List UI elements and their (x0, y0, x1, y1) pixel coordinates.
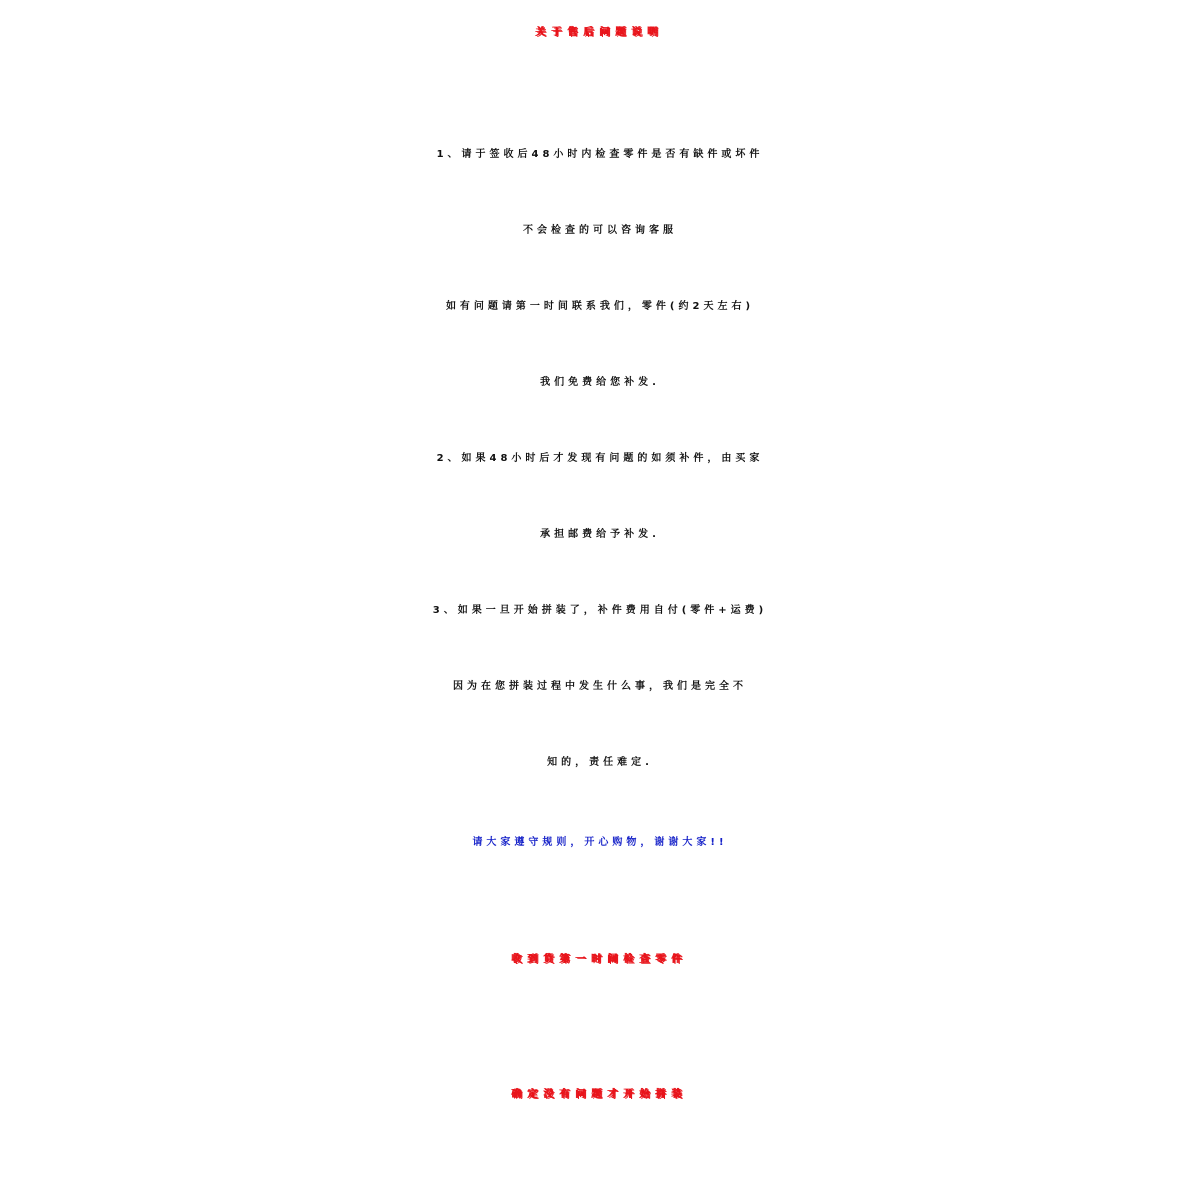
reminder-line: 收到货第一时间检查零件 (512, 954, 688, 965)
notice-line: 承担邮费给予补发. (540, 529, 660, 540)
notice-line: 知的，责任难定. (547, 757, 653, 768)
notice-line: 如有问题请第一时间联系我们，零件(约2天左右) (445, 301, 755, 312)
notice-line: 我们免费给您补发. (540, 377, 660, 388)
notice-title: 关于售后问题说明 (536, 27, 664, 38)
notice-line: 2、如果48小时后才发现有问题的如须补件，由买家 (436, 453, 764, 464)
notice-line: 1、请于签收后48小时内检查零件是否有缺件或坏件 (436, 149, 764, 160)
reminder-line: 确定没有问题才开始拼装 (512, 1089, 688, 1100)
notice-line: 不会检查的可以咨询客服 (523, 225, 677, 236)
notice-line: 因为在您拼装过程中发生什么事，我们是完全不 (453, 681, 747, 692)
closing-message: 请大家遵守规则，开心购物，谢谢大家!! (472, 837, 728, 848)
notice-line: 3、如果一旦开始拼装了，补件费用自付(零件+运费) (432, 605, 768, 616)
